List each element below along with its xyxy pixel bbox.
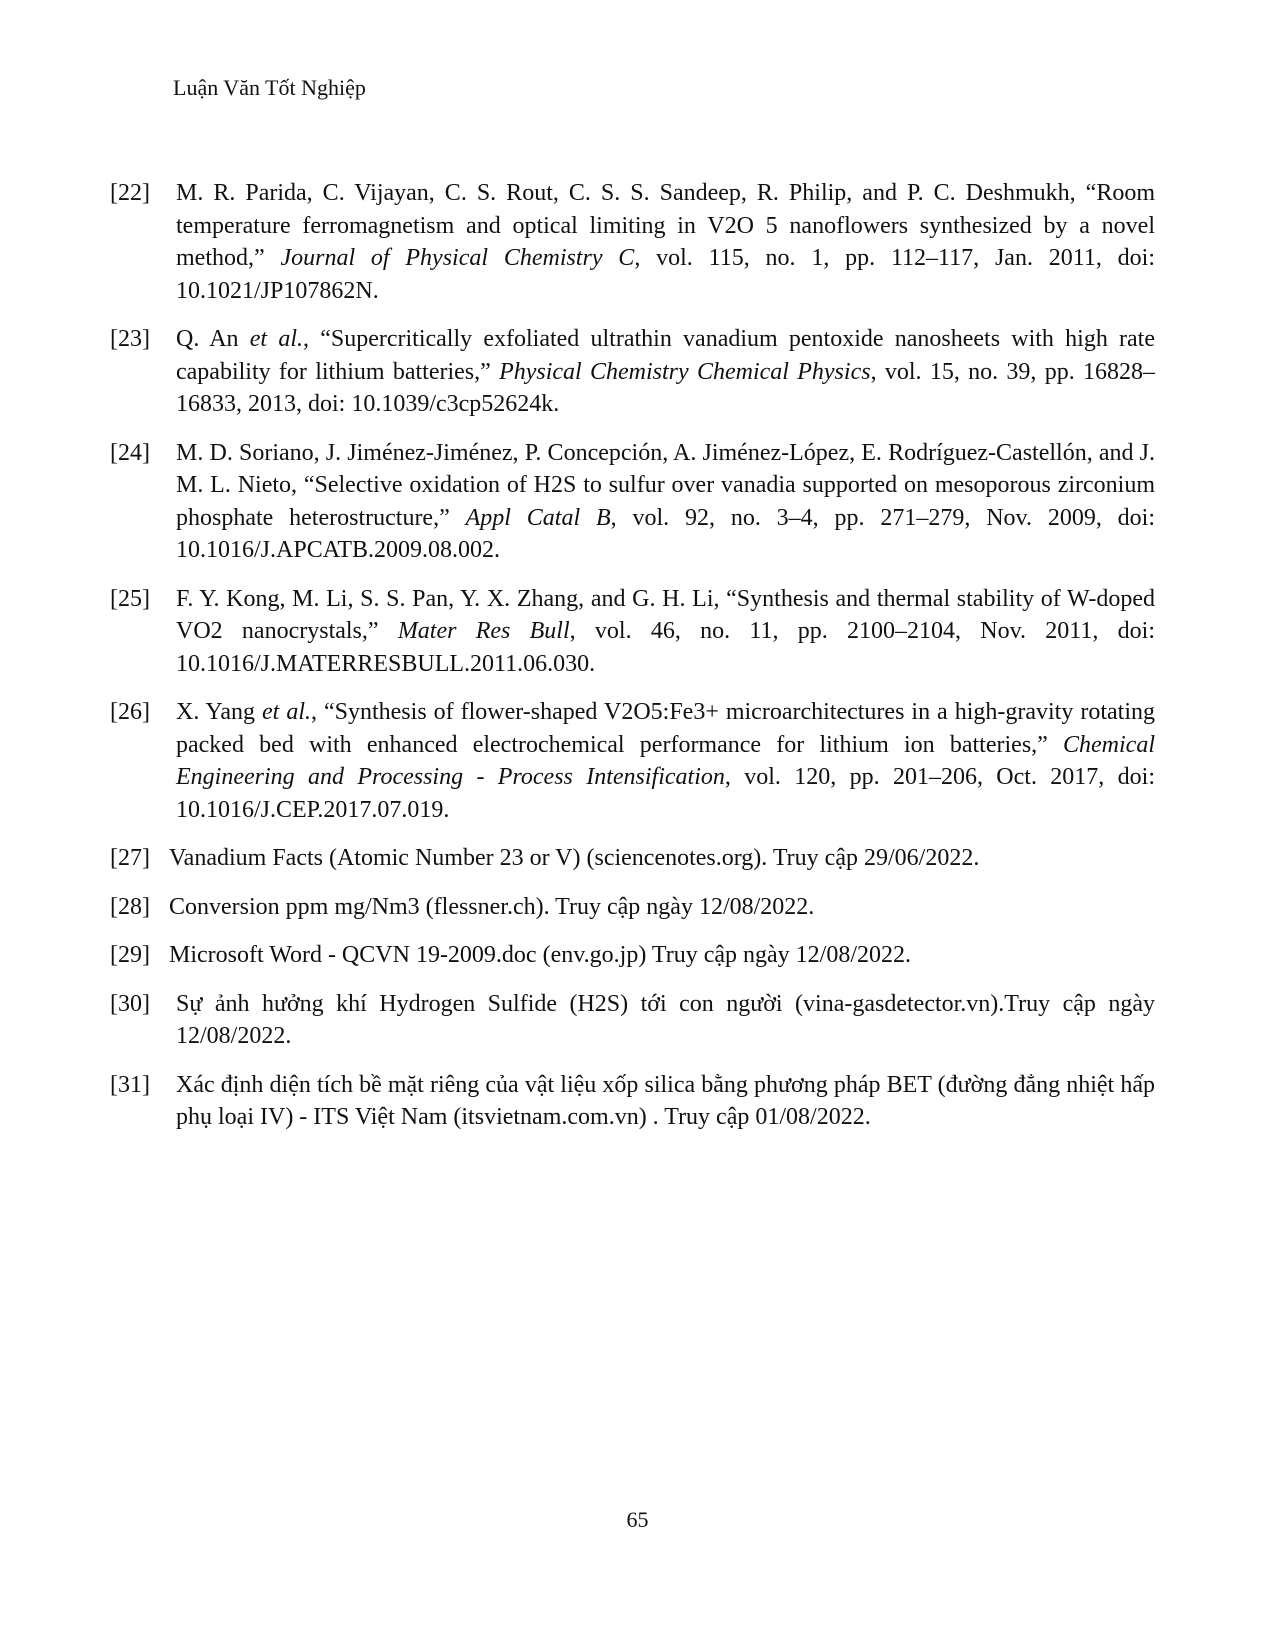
reference-text: F. Y. Kong, M. Li, S. S. Pan, Y. X. Zhang, and G. H. Li, “Synthesis and thermal stability of W-doped VO2 nanocrystals,” Mater Res Bull, vol. 46, no. 11, pp. 2100–2104, Nov. 2011, doi: 10.1016/J.MATERRESBULL.2011.06.030. — [176, 585, 1155, 677]
reference-item-30 — [110, 988, 1155, 1053]
reference-number: [30] — [110, 990, 150, 1017]
reference-number: [26] — [110, 699, 150, 725]
journal-title: Physical Chemistry Chemical Physics — [499, 358, 871, 385]
reference-text: Conversion ppm mg/Nm3 (flessner.ch). Truy cập ngày 12/08/2022. — [169, 893, 815, 920]
journal-title: Chemical Engineering and Processing - Process Intensification — [176, 731, 1155, 790]
journal-title: Journal of Physical Chemistry C — [280, 245, 635, 271]
reference-item-31 — [110, 1069, 1155, 1134]
reference-text: Xác định diện tích bề mặt riêng của vật liệu xốp silica bằng phương pháp BET (đường đẳng nhiệt hấp phụ loại IV) - ITS Việt Nam (itsvietnam.com.vn) . Truy cập 01/08/2022. — [176, 1071, 1155, 1130]
reference-text: Vanadium Facts (Atomic Number 23 or V) (sciencenotes.org). Truy cập 29/06/2022. — [169, 845, 980, 871]
reference-item-27 — [110, 842, 1155, 875]
reference-number: [23] — [110, 326, 150, 352]
et-al: et al. — [262, 699, 311, 725]
journal-title: Mater Res Bull — [397, 618, 570, 644]
reference-text: X. Yang et al., “Synthesis of flower-shaped V2O5:Fe3+ microarchitectures in a high-gravity rotating packed bed with enhanced electrochemical performance for lithium ion batteries,” Chemical Engineering and Processing - Process Intensification, vol. 120, pp. 201–206, Oct. 2017, doi: 10.1016/J.CEP.2017.07.019. — [176, 699, 1155, 823]
reference-item-29 — [110, 939, 1155, 972]
reference-item-23 — [110, 323, 1155, 421]
reference-number: [25] — [110, 585, 150, 612]
reference-text: Q. An et al., “Supercritically exfoliated ultrathin vanadium pentoxide nanosheets with high rate capability for lithium batteries,” Physical Chemistry Chemical Physics, vol. 15, no. 39, pp. 16828–16833, 2013, doi: 10.1039/c3cp52624k. — [176, 326, 1155, 417]
reference-number: [22] — [110, 180, 150, 206]
reference-text: M. D. Soriano, J. Jiménez-Jiménez, P. Concepción, A. Jiménez-López, E. Rodríguez-Castellón, and J. M. L. Nieto, “Selective oxidation of H2S to sulfur over vanadia supported on mesoporous zirconium phosphate heterostructure,” Appl Catal B, vol. 92, no. 3–4, pp. 271–279, Nov. 2009, doi: 10.1016/J.APCATB.2009.08.002. — [176, 439, 1155, 563]
page-header: Luận Văn Tốt Nghiệp — [173, 75, 366, 100]
reference-text: Sự ảnh hưởng khí Hydrogen Sulfide (H2S) tới con người (vina-gasdetector.vn).Truy cập ngày 12/08/2022. — [176, 990, 1155, 1049]
reference-item-24 — [110, 437, 1155, 567]
reference-number: [24] — [110, 439, 150, 466]
journal-title: Appl Catal B — [465, 504, 611, 531]
reference-text: Microsoft Word - QCVN 19-2009.doc (env.go.jp) Truy cập ngày 12/08/2022. — [169, 942, 911, 968]
reference-item-28 — [110, 891, 1155, 924]
reference-item-22 — [110, 177, 1155, 307]
reference-item-25 — [110, 583, 1155, 681]
reference-number: [29] — [110, 942, 150, 968]
page-number: 65 — [626, 1507, 649, 1532]
reference-item-26 — [110, 696, 1155, 826]
reference-text: M. R. Parida, C. Vijayan, C. S. Rout, C. S. S. Sandeep, R. Philip, and P. C. Deshmukh, “Room temperature ferromagnetism and optical limiting in V2O 5 nanoflowers synthesized by a novel method,” Journal of Physical Chemistry C, vol. 115, no. 1, pp. 112–117, Jan. 2011, doi: 10.1021/JP107862N. — [176, 180, 1156, 304]
reference-number: [28] — [110, 893, 150, 920]
reference-list — [110, 177, 1155, 1150]
et-al: et al. — [249, 326, 303, 352]
reference-number: [27] — [110, 845, 150, 871]
reference-number: [31] — [110, 1071, 150, 1098]
